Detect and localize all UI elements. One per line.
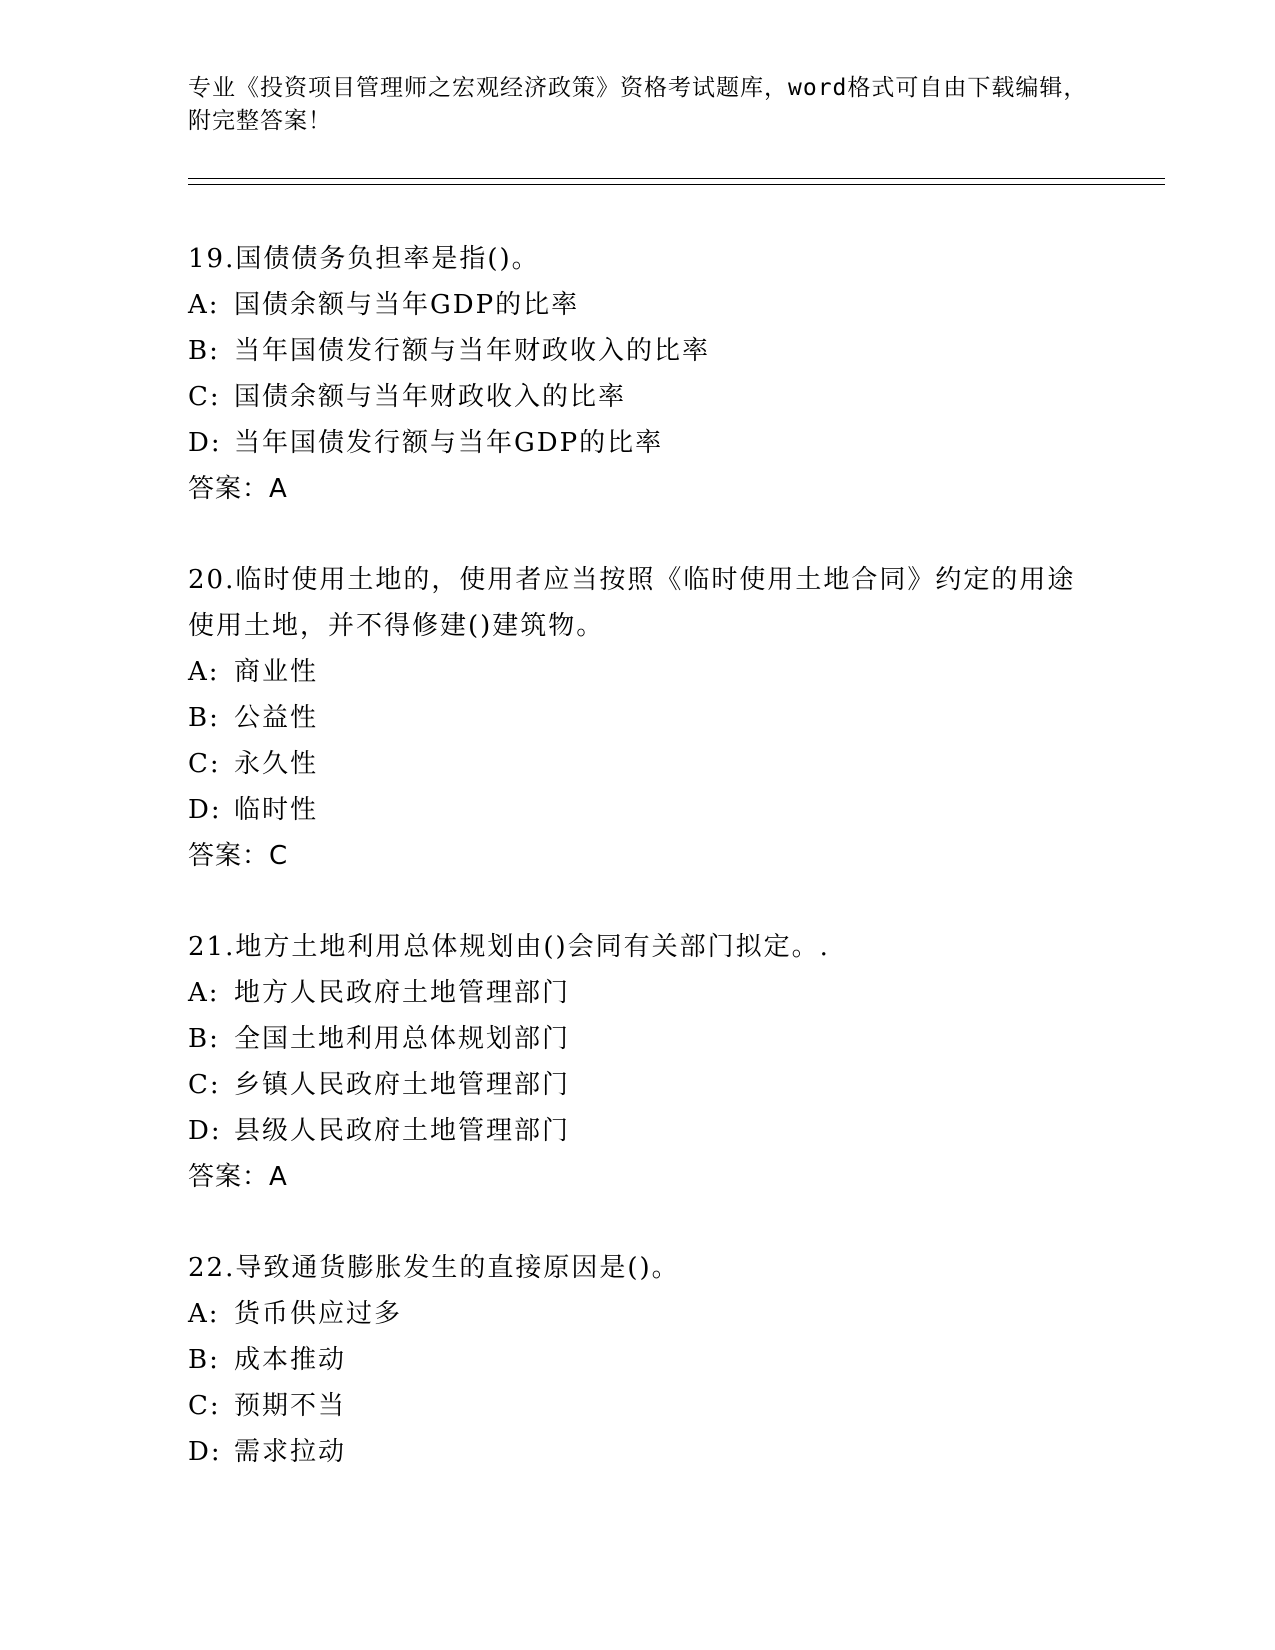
option-text: 地方人民政府土地管理部门 bbox=[234, 978, 571, 1008]
option-key: C: bbox=[188, 749, 221, 779]
option-key: A: bbox=[188, 978, 220, 1008]
question-21 bbox=[188, 924, 1088, 1200]
answer-line: 答案：A bbox=[188, 1162, 288, 1192]
option-key: B: bbox=[188, 1024, 220, 1054]
option-a bbox=[188, 282, 1088, 328]
option-c bbox=[188, 1383, 1088, 1429]
option-a bbox=[188, 970, 1088, 1016]
header-divider-top bbox=[188, 178, 1165, 179]
document-header: 专业《投资项目管理师之宏观经济政策》资格考试题库，word格式可自由下载编辑，附完整答案！ bbox=[188, 75, 1088, 134]
option-key: B: bbox=[188, 703, 220, 733]
option-key: B: bbox=[188, 336, 220, 366]
option-text: 成本推动 bbox=[234, 1345, 347, 1375]
option-text: 预期不当 bbox=[234, 1391, 347, 1421]
option-key: B: bbox=[188, 1345, 220, 1375]
option-text: 国债余额与当年财政收入的比率 bbox=[234, 382, 627, 412]
option-key: A: bbox=[188, 1299, 220, 1329]
option-d bbox=[188, 1429, 1088, 1475]
option-key: C: bbox=[188, 382, 221, 412]
option-key: C: bbox=[188, 1391, 221, 1421]
question-stem: 19.国债债务负担率是指()。 bbox=[188, 244, 540, 274]
option-text: 全国土地利用总体规划部门 bbox=[234, 1024, 571, 1054]
answer-line: 答案：C bbox=[188, 841, 289, 871]
option-text: 货币供应过多 bbox=[234, 1299, 403, 1329]
option-c bbox=[188, 374, 1088, 420]
option-a bbox=[188, 1291, 1088, 1337]
question-stem: 22.导致通货膨胀发生的直接原因是()。 bbox=[188, 1253, 680, 1283]
question-stem: 21.地方土地利用总体规划由()会同有关部门拟定。. bbox=[188, 932, 830, 962]
option-text: 当年国债发行额与当年GDP的比率 bbox=[234, 428, 664, 458]
question-22 bbox=[188, 1245, 1088, 1475]
option-b bbox=[188, 328, 1088, 374]
header-divider-bottom bbox=[188, 184, 1165, 185]
option-text: 临时性 bbox=[234, 795, 319, 825]
option-text: 商业性 bbox=[234, 657, 319, 687]
option-text: 乡镇人民政府土地管理部门 bbox=[234, 1070, 571, 1100]
option-text: 县级人民政府土地管理部门 bbox=[234, 1116, 571, 1146]
option-text: 永久性 bbox=[234, 749, 319, 779]
option-b bbox=[188, 1337, 1088, 1383]
option-c bbox=[188, 1062, 1088, 1108]
option-text: 公益性 bbox=[234, 703, 319, 733]
option-key: D: bbox=[188, 1116, 222, 1146]
option-d bbox=[188, 420, 1088, 466]
option-key: D: bbox=[188, 795, 222, 825]
option-b bbox=[188, 1016, 1088, 1062]
option-key: C: bbox=[188, 1070, 221, 1100]
question-19 bbox=[188, 236, 1088, 512]
option-text: 国债余额与当年GDP的比率 bbox=[234, 290, 580, 320]
option-key: A: bbox=[188, 290, 220, 320]
option-d bbox=[188, 787, 1088, 833]
option-key: D: bbox=[188, 1437, 222, 1467]
option-key: D: bbox=[188, 428, 222, 458]
option-text: 当年国债发行额与当年财政收入的比率 bbox=[234, 336, 711, 366]
option-c bbox=[188, 741, 1088, 787]
question-stem: 20.临时使用土地的，使用者应当按照《临时使用土地合同》约定的用途使用土地，并不得修建()建筑物。 bbox=[188, 565, 1076, 641]
option-a bbox=[188, 649, 1088, 695]
option-b bbox=[188, 695, 1088, 741]
option-text: 需求拉动 bbox=[234, 1437, 347, 1467]
option-key: A: bbox=[188, 657, 220, 687]
answer-line: 答案：A bbox=[188, 474, 288, 504]
option-d bbox=[188, 1108, 1088, 1154]
question-20 bbox=[188, 557, 1088, 879]
